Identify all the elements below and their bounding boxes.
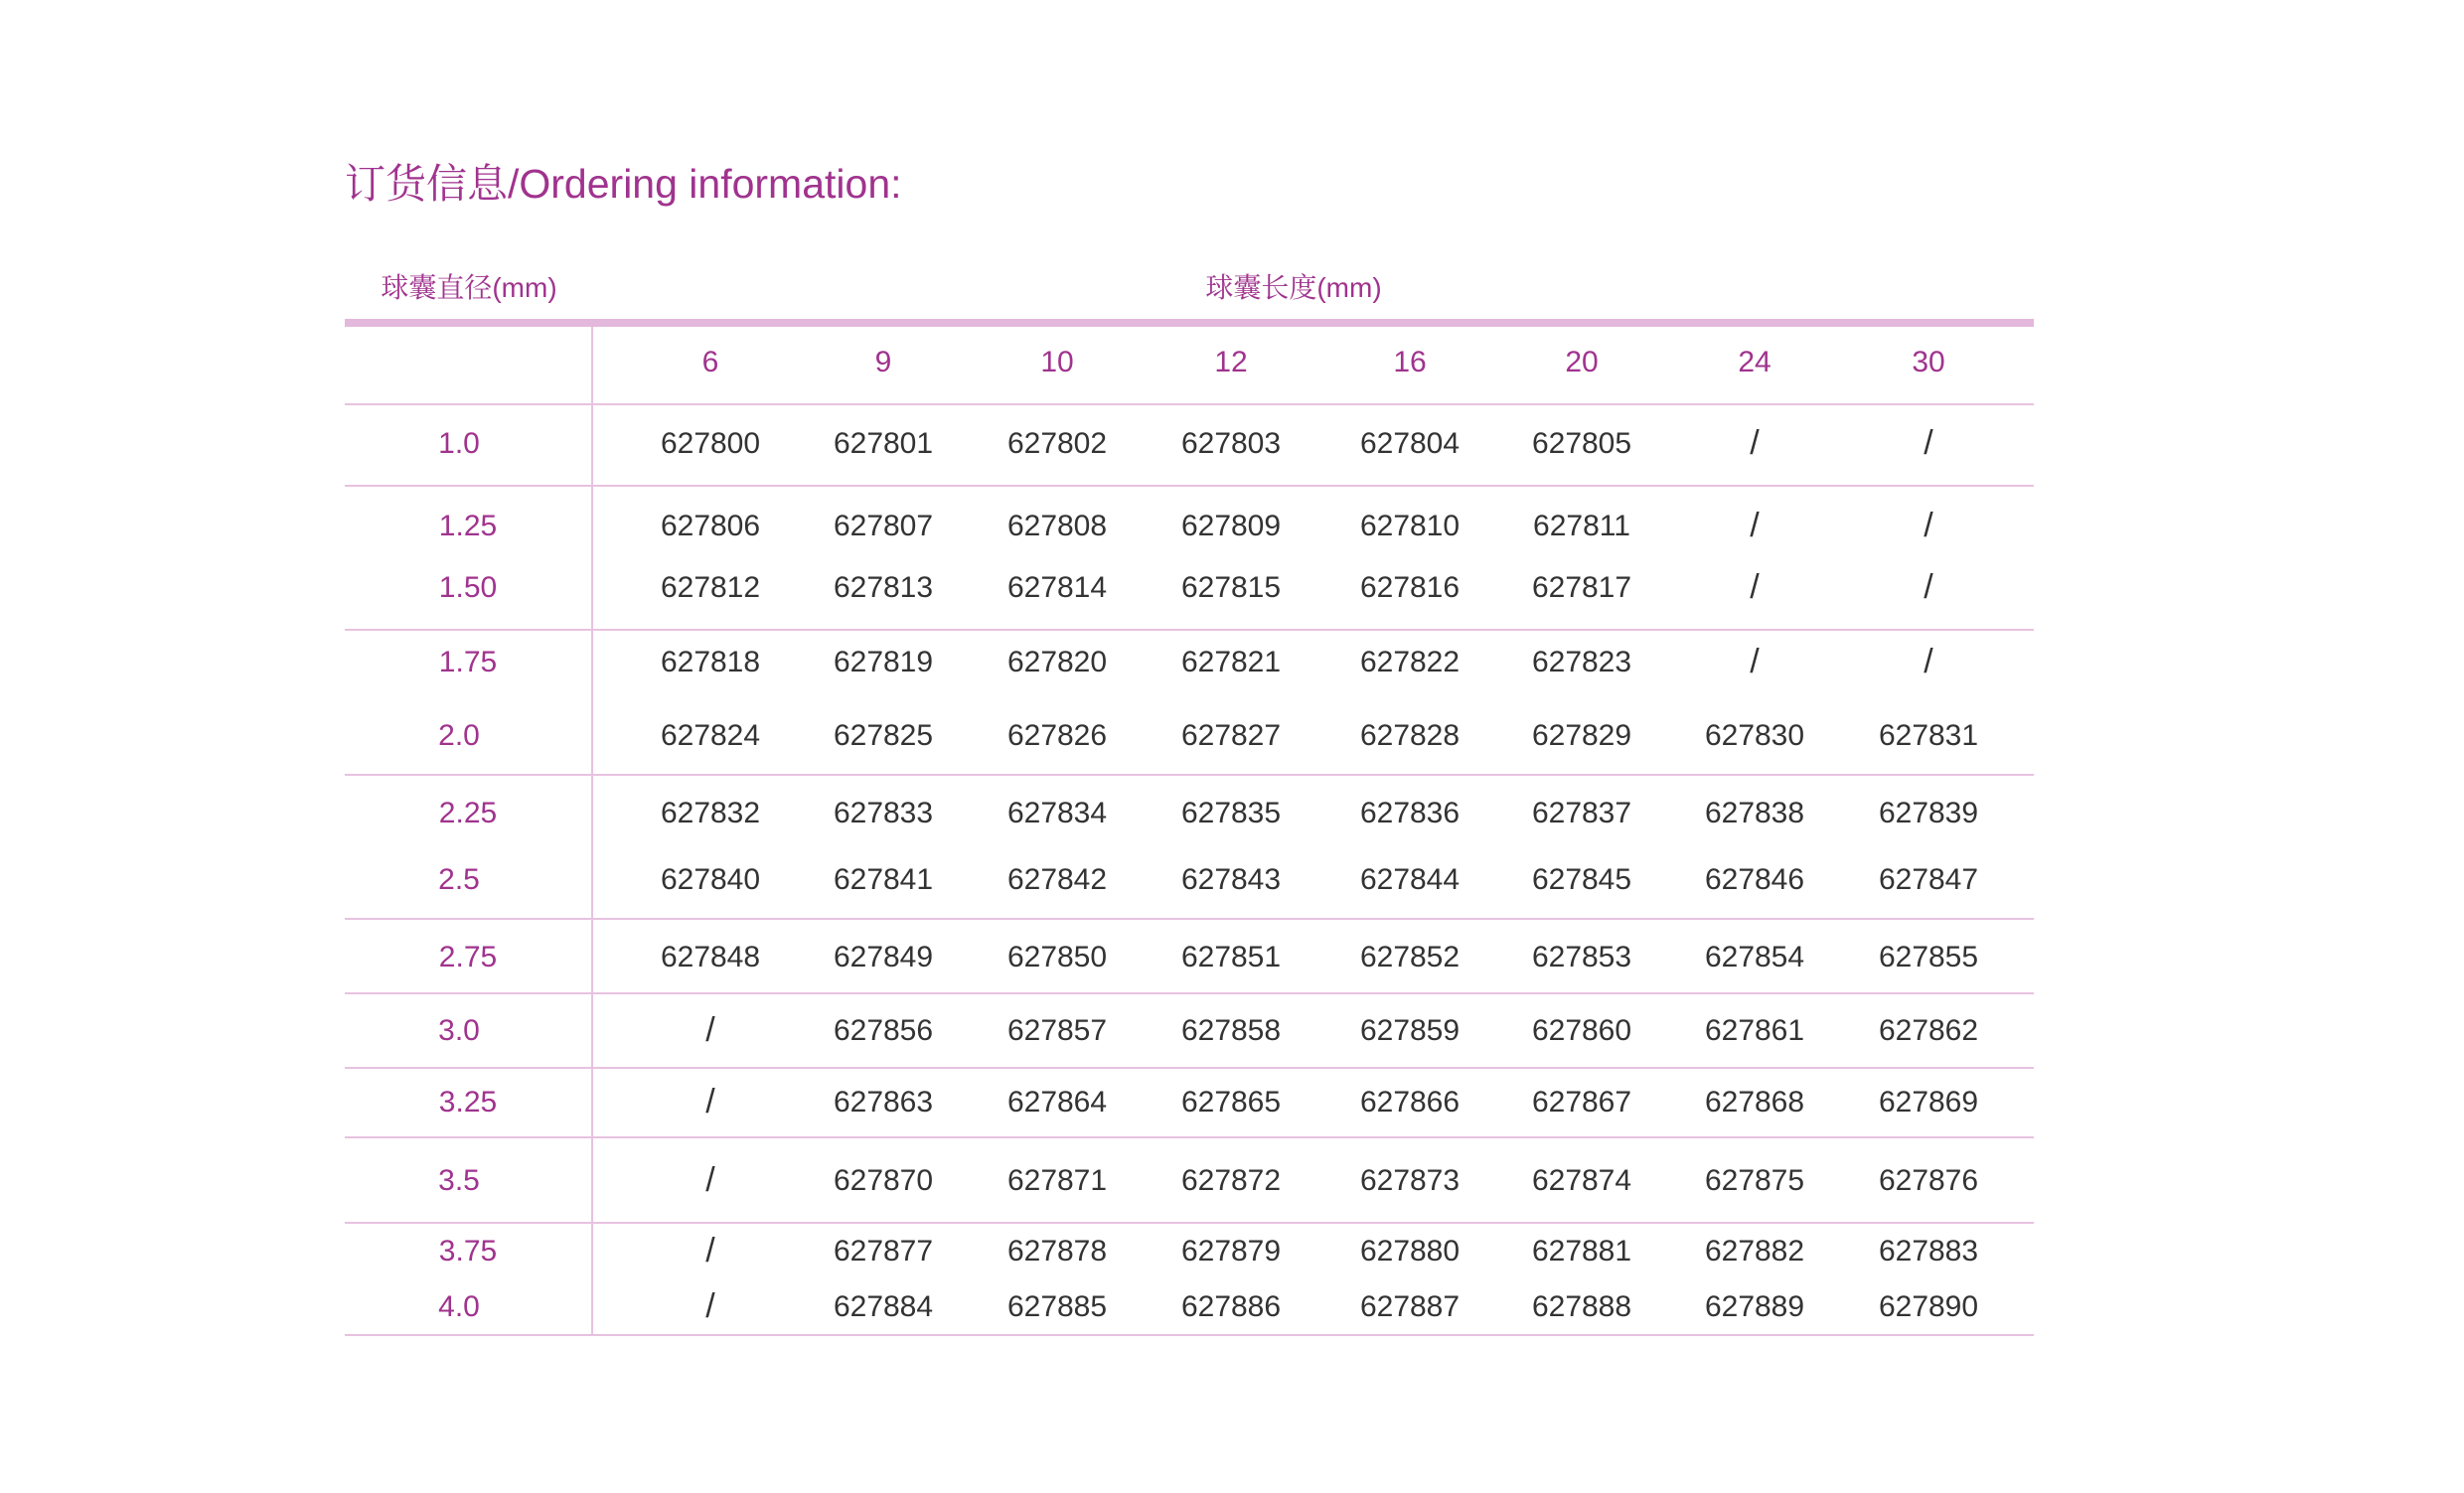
product-code-cell: 627838	[1704, 797, 1805, 829]
product-code-cell: 627876	[1878, 1164, 1979, 1197]
product-code-cell: 627802	[1006, 427, 1108, 460]
product-code-cell: 627808	[1006, 510, 1108, 542]
product-code-cell: 627819	[833, 646, 934, 678]
product-code-cell: 627834	[1006, 797, 1108, 829]
length-header: 球囊长度(mm)	[1205, 272, 1382, 303]
product-code-cell: 627836	[1359, 797, 1461, 829]
row-diameter-label: 1.75	[438, 646, 498, 678]
product-code-cell: 627807	[833, 510, 934, 542]
row-divider	[345, 1136, 2034, 1138]
row-diameter-label: 2.25	[438, 797, 498, 829]
product-code-cell: 627890	[1878, 1290, 1979, 1323]
unavailable-cell: /	[705, 1161, 715, 1199]
product-code-cell: 627841	[833, 863, 934, 896]
row-diameter-label: 2.5	[438, 863, 480, 896]
product-code-cell: 627847	[1878, 863, 1979, 896]
product-code-cell: 627864	[1006, 1086, 1108, 1119]
product-code-cell: 627874	[1531, 1164, 1632, 1197]
product-code-cell: 627830	[1704, 719, 1805, 752]
product-code-cell: 627813	[833, 571, 934, 604]
unavailable-cell: /	[1750, 507, 1760, 544]
product-code-cell: 627855	[1878, 941, 1979, 973]
column-header: 6	[701, 346, 719, 378]
unavailable-cell: /	[705, 1083, 715, 1120]
product-code-cell: 627815	[1180, 571, 1282, 604]
header-divider	[345, 319, 2034, 327]
product-code-cell: 627873	[1359, 1164, 1461, 1197]
unavailable-cell: /	[1750, 643, 1760, 680]
product-code-cell: 627814	[1006, 571, 1108, 604]
product-code-cell: 627887	[1359, 1290, 1461, 1323]
product-code-cell: 627822	[1359, 646, 1461, 678]
unavailable-cell: /	[1924, 424, 1933, 462]
product-code-cell: 627880	[1359, 1235, 1461, 1268]
product-code-cell: 627835	[1180, 797, 1282, 829]
product-code-cell: 627842	[1006, 863, 1108, 896]
product-code-cell: 627844	[1359, 863, 1461, 896]
row-divider	[345, 629, 2034, 631]
product-code-cell: 627854	[1704, 941, 1805, 973]
product-code-cell: 627856	[833, 1014, 934, 1047]
row-divider	[345, 1334, 2034, 1336]
product-code-cell: 627811	[1533, 510, 1630, 542]
product-code-cell: 627883	[1878, 1235, 1979, 1268]
product-code-cell: 627888	[1531, 1290, 1632, 1323]
column-header: 9	[874, 346, 892, 378]
product-code-cell: 627878	[1006, 1235, 1108, 1268]
product-code-cell: 627889	[1704, 1290, 1805, 1323]
row-diameter-label: 4.0	[438, 1290, 480, 1323]
product-code-cell: 627801	[833, 427, 934, 460]
product-code-cell: 627882	[1704, 1235, 1805, 1268]
product-code-cell: 627863	[833, 1086, 934, 1119]
product-code-cell: 627825	[833, 719, 934, 752]
row-diameter-label: 3.25	[438, 1086, 498, 1119]
product-code-cell: 627809	[1180, 510, 1282, 542]
product-code-cell: 627848	[660, 941, 761, 973]
product-code-cell: 627821	[1180, 646, 1282, 678]
product-code-cell: 627866	[1359, 1086, 1461, 1119]
column-header: 12	[1214, 346, 1248, 378]
product-code-cell: 627886	[1180, 1290, 1282, 1323]
product-code-cell: 627885	[1006, 1290, 1108, 1323]
product-code-cell: 627869	[1878, 1086, 1979, 1119]
product-code-cell: 627800	[660, 427, 761, 460]
product-code-cell: 627837	[1531, 797, 1632, 829]
column-divider	[591, 327, 593, 1335]
unavailable-cell: /	[1750, 424, 1760, 462]
product-code-cell: 627816	[1359, 571, 1461, 604]
product-code-cell: 627846	[1704, 863, 1805, 896]
product-code-cell: 627828	[1359, 719, 1461, 752]
product-code-cell: 627803	[1180, 427, 1282, 460]
product-code-cell: 627857	[1006, 1014, 1108, 1047]
row-diameter-label: 3.0	[438, 1014, 480, 1047]
unavailable-cell: /	[1924, 643, 1933, 680]
product-code-cell: 627843	[1180, 863, 1282, 896]
product-code-cell: 627859	[1359, 1014, 1461, 1047]
unavailable-cell: /	[1924, 568, 1933, 606]
product-code-cell: 627860	[1531, 1014, 1632, 1047]
product-code-cell: 627823	[1531, 646, 1632, 678]
unavailable-cell: /	[1924, 507, 1933, 544]
unavailable-cell: /	[705, 1287, 715, 1325]
product-code-cell: 627861	[1704, 1014, 1805, 1047]
product-code-cell: 627870	[833, 1164, 934, 1197]
product-code-cell: 627820	[1006, 646, 1108, 678]
product-code-cell: 627805	[1531, 427, 1632, 460]
product-code-cell: 627840	[660, 863, 761, 896]
product-code-cell: 627850	[1006, 941, 1108, 973]
row-divider	[345, 1222, 2034, 1224]
row-divider	[345, 774, 2034, 776]
row-diameter-label: 2.0	[438, 719, 480, 752]
product-code-cell: 627871	[1006, 1164, 1108, 1197]
row-diameter-label: 1.0	[438, 427, 480, 460]
product-code-cell: 627865	[1180, 1086, 1282, 1119]
row-divider	[345, 403, 2034, 405]
page-title: 订货信息/Ordering information:	[345, 161, 902, 207]
product-code-cell: 627818	[660, 646, 761, 678]
product-code-cell: 627831	[1878, 719, 1979, 752]
product-code-cell: 627826	[1006, 719, 1108, 752]
row-diameter-label: 3.5	[438, 1164, 480, 1197]
product-code-cell: 627881	[1531, 1235, 1632, 1268]
product-code-cell: 627839	[1878, 797, 1979, 829]
unavailable-cell: /	[705, 1232, 715, 1269]
row-divider	[345, 485, 2034, 487]
column-header: 16	[1393, 346, 1427, 378]
product-code-cell: 627875	[1704, 1164, 1805, 1197]
column-header: 20	[1565, 346, 1599, 378]
product-code-cell: 627824	[660, 719, 761, 752]
product-code-cell: 627852	[1359, 941, 1461, 973]
product-code-cell: 627812	[660, 571, 761, 604]
diameter-header: 球囊直径(mm)	[381, 272, 557, 303]
product-code-cell: 627832	[660, 797, 761, 829]
product-code-cell: 627806	[660, 510, 761, 542]
product-code-cell: 627853	[1531, 941, 1632, 973]
product-code-cell: 627879	[1180, 1235, 1282, 1268]
product-code-cell: 627884	[833, 1290, 934, 1323]
row-divider	[345, 918, 2034, 920]
product-code-cell: 627817	[1531, 571, 1632, 604]
product-code-cell: 627845	[1531, 863, 1632, 896]
row-diameter-label: 1.50	[438, 571, 498, 604]
product-code-cell: 627868	[1704, 1086, 1805, 1119]
product-code-cell: 627849	[833, 941, 934, 973]
row-diameter-label: 3.75	[438, 1235, 498, 1268]
product-code-cell: 627829	[1531, 719, 1632, 752]
column-header: 24	[1738, 346, 1771, 378]
product-code-cell: 627833	[833, 797, 934, 829]
product-code-cell: 627858	[1180, 1014, 1282, 1047]
row-divider	[345, 1067, 2034, 1069]
product-code-cell: 627872	[1180, 1164, 1282, 1197]
unavailable-cell: /	[705, 1011, 715, 1049]
row-divider	[345, 992, 2034, 994]
product-code-cell: 627804	[1359, 427, 1461, 460]
row-diameter-label: 2.75	[438, 941, 498, 973]
product-code-cell: 627810	[1359, 510, 1461, 542]
column-header: 10	[1040, 346, 1074, 378]
product-code-cell: 627877	[833, 1235, 934, 1268]
column-header: 30	[1912, 346, 1945, 378]
product-code-cell: 627867	[1531, 1086, 1632, 1119]
row-diameter-label: 1.25	[438, 510, 498, 542]
unavailable-cell: /	[1750, 568, 1760, 606]
product-code-cell: 627827	[1180, 719, 1282, 752]
product-code-cell: 627851	[1180, 941, 1282, 973]
product-code-cell: 627862	[1878, 1014, 1979, 1047]
